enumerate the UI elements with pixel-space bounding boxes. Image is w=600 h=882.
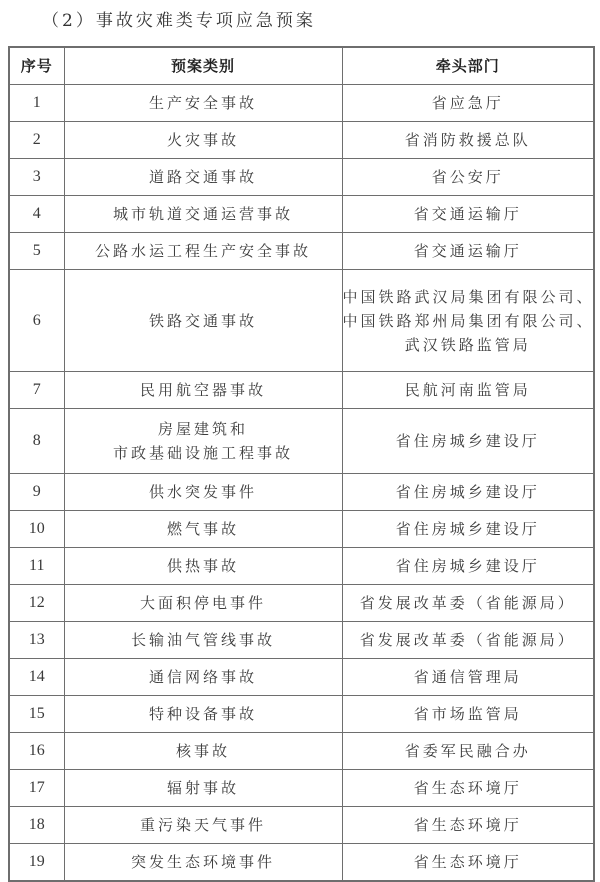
header-num: 序号: [9, 47, 64, 85]
table-row: [9, 196, 594, 233]
table-row: [9, 122, 594, 159]
table-row: [9, 733, 594, 770]
table-row: [9, 770, 594, 807]
plan-category: [64, 807, 342, 844]
table-row: [9, 474, 594, 511]
lead-department-line: 省生态环境厅: [413, 816, 522, 834]
plan-category-line: 通信网络事故: [148, 668, 257, 686]
emergency-plan-table: [8, 46, 595, 882]
plan-category: [64, 548, 342, 585]
lead-department: [342, 372, 594, 409]
table-row: [9, 85, 594, 122]
lead-department: [342, 474, 594, 511]
section-heading: （2）事故灾难类专项应急预案: [42, 11, 316, 31]
plan-category-line: 公路水运工程生产安全事故: [94, 242, 311, 260]
row-number: 12: [9, 585, 64, 622]
plan-category-line: 城市轨道交通运营事故: [112, 205, 293, 223]
lead-department: [342, 622, 594, 659]
row-number: 10: [9, 511, 64, 548]
lead-department: [342, 511, 594, 548]
lead-department: [342, 159, 594, 196]
lead-department: [342, 233, 594, 270]
lead-department: [342, 770, 594, 807]
plan-category: [64, 372, 342, 409]
lead-department: [342, 696, 594, 733]
row-number: 19: [9, 844, 64, 882]
table-row: [9, 844, 594, 882]
table-row: [9, 372, 594, 409]
table-row: [9, 548, 594, 585]
row-number: 15: [9, 696, 64, 733]
table-row: [9, 409, 594, 474]
table-row: [9, 807, 594, 844]
row-number: 9: [9, 474, 64, 511]
lead-department: [342, 585, 594, 622]
row-number: 6: [9, 270, 64, 372]
lead-department: [342, 807, 594, 844]
lead-department-line: 省交通运输厅: [413, 205, 522, 223]
plan-category: [64, 696, 342, 733]
plan-category: [64, 622, 342, 659]
table-row: [9, 270, 594, 372]
lead-department-line: 省应急厅: [431, 94, 504, 112]
plan-category: [64, 659, 342, 696]
plan-category: [64, 409, 342, 474]
plan-category-line: 供热事故: [166, 557, 239, 575]
lead-department-line: 省消防救援总队: [404, 131, 531, 149]
plan-category: [64, 233, 342, 270]
lead-department-line: 省委军民融合办: [404, 742, 531, 760]
table-row: [9, 233, 594, 270]
lead-department: [342, 844, 594, 882]
row-number: 17: [9, 770, 64, 807]
lead-department-line: 民航河南监管局: [404, 381, 531, 399]
row-number: 8: [9, 409, 64, 474]
row-number: 14: [9, 659, 64, 696]
plan-category-line: 道路交通事故: [148, 168, 257, 186]
table-row: [9, 159, 594, 196]
lead-department-line: 武汉铁路监管局: [404, 335, 531, 354]
table-row: [9, 696, 594, 733]
lead-department: [342, 196, 594, 233]
lead-department-line: 省交通运输厅: [413, 242, 522, 260]
plan-category: [64, 122, 342, 159]
table-header-row: [9, 47, 594, 85]
row-number: 4: [9, 196, 64, 233]
plan-category-line: 核事故: [175, 742, 230, 760]
plan-category: [64, 511, 342, 548]
plan-category: [64, 196, 342, 233]
lead-department-line: 省住房城乡建设厅: [395, 483, 540, 501]
plan-category-line: 火灾事故: [166, 131, 239, 149]
row-number: 11: [9, 548, 64, 585]
row-number: 2: [9, 122, 64, 159]
plan-category-line: 铁路交通事故: [148, 311, 257, 330]
lead-department-line: 省市场监管局: [413, 705, 522, 723]
lead-department: [342, 548, 594, 585]
row-number: 3: [9, 159, 64, 196]
lead-department-line: 省住房城乡建设厅: [395, 520, 540, 538]
lead-department: [342, 122, 594, 159]
lead-department-line: 省发展改革委（省能源局）: [359, 594, 576, 612]
lead-department-line: 省住房城乡建设厅: [395, 557, 540, 575]
plan-category: [64, 85, 342, 122]
plan-category: [64, 733, 342, 770]
lead-department-line: 中国铁路武汉局集团有限公司、: [342, 287, 595, 306]
plan-category-line: 辐射事故: [166, 779, 239, 797]
plan-category-line: 房屋建筑和: [157, 420, 248, 438]
table-row: [9, 585, 594, 622]
plan-category: [64, 159, 342, 196]
table-row: [9, 511, 594, 548]
lead-department-line: 省生态环境厅: [413, 853, 522, 871]
plan-category: [64, 844, 342, 882]
plan-category-line: 大面积停电事件: [139, 594, 266, 612]
plan-category-line: 特种设备事故: [148, 705, 257, 723]
row-number: 13: [9, 622, 64, 659]
plan-category-line: 民用航空器事故: [139, 381, 266, 399]
lead-department-line: 省发展改革委（省能源局）: [359, 631, 576, 649]
table-body: [9, 85, 594, 882]
header-category: 预案类别: [64, 47, 342, 85]
lead-department: [342, 733, 594, 770]
lead-department-line: 省通信管理局: [413, 668, 522, 686]
lead-department: [342, 85, 594, 122]
header-department: 牵头部门: [342, 47, 594, 85]
plan-category-line: 市政基础设施工程事故: [112, 444, 293, 462]
plan-category: [64, 270, 342, 372]
plan-category-line: 重污染天气事件: [139, 816, 266, 834]
row-number: 1: [9, 85, 64, 122]
table-row: [9, 659, 594, 696]
row-number: 18: [9, 807, 64, 844]
lead-department: [342, 659, 594, 696]
plan-category-line: 长输油气管线事故: [130, 631, 275, 649]
lead-department-line: 中国铁路郑州局集团有限公司、: [342, 311, 595, 330]
lead-department-line: 省公安厅: [431, 168, 504, 186]
plan-category: [64, 474, 342, 511]
lead-department: [342, 409, 594, 474]
plan-category-line: 突发生态环境事件: [130, 853, 275, 871]
lead-department-line: 省生态环境厅: [413, 779, 522, 797]
plan-category-line: 燃气事故: [166, 520, 239, 538]
row-number: 16: [9, 733, 64, 770]
plan-category-line: 供水突发事件: [148, 483, 257, 501]
lead-department-line: 省住房城乡建设厅: [395, 432, 540, 450]
plan-category: [64, 770, 342, 807]
lead-department: [342, 270, 594, 372]
plan-category: [64, 585, 342, 622]
table-row: [9, 622, 594, 659]
row-number: 5: [9, 233, 64, 270]
plan-category-line: 生产安全事故: [148, 94, 257, 112]
row-number: 7: [9, 372, 64, 409]
